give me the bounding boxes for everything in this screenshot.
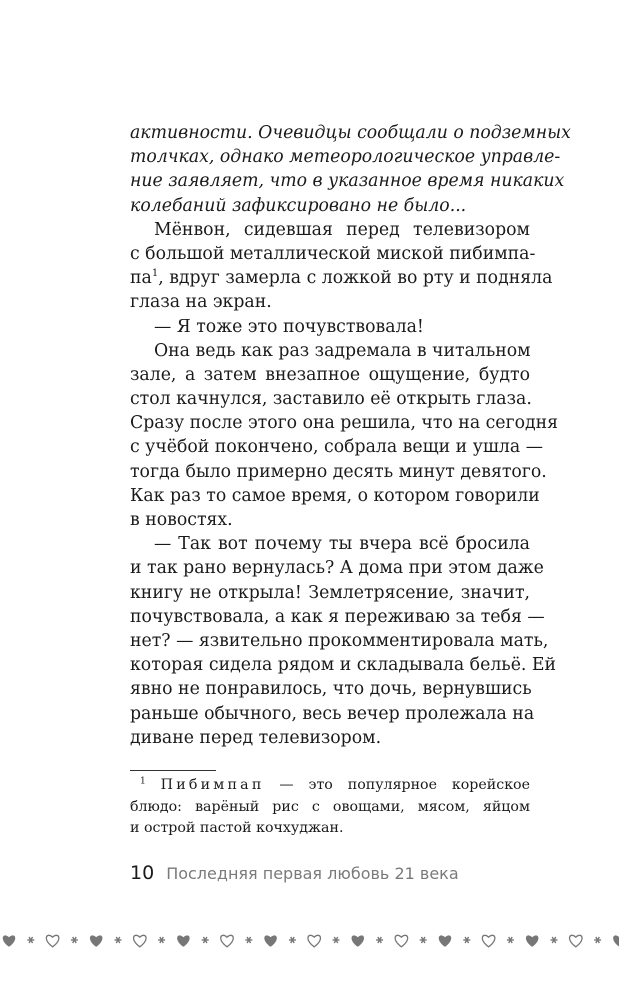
- text-line: стол качнулся, заставило её открыть глаза.: [130, 389, 532, 410]
- star-icon: [27, 937, 34, 943]
- heart-filled-icon: [264, 935, 277, 946]
- star-icon: [420, 937, 427, 943]
- footnote-number: 1: [140, 776, 146, 787]
- footnote-reference: 1: [151, 268, 159, 280]
- text-line: почувствовала, а как я переживаю за тебя —: [130, 606, 545, 627]
- heart-outline-icon: [482, 935, 495, 946]
- star-icon: [71, 937, 78, 943]
- text-fragment: па: [130, 268, 152, 289]
- text-line: Она ведь как раз задремала в читальном: [154, 340, 531, 361]
- star-icon: [289, 937, 296, 943]
- star-icon: [376, 937, 383, 943]
- page-footer: [130, 862, 459, 888]
- heart-filled-icon: [526, 935, 539, 946]
- text-line: тогда было примерно десять минут девятого.: [130, 461, 547, 482]
- heart-filled-icon: [352, 935, 365, 946]
- star-icon: [594, 937, 601, 943]
- star-icon: [333, 937, 340, 943]
- running-title: Последняя первая любовь 21 века: [166, 864, 459, 883]
- footnote-divider: [130, 770, 216, 771]
- text-line: колебаний зафиксировано не было...: [130, 195, 467, 216]
- footnote: [130, 775, 530, 840]
- heart-outline-icon: [308, 935, 321, 946]
- heart-filled-icon: [439, 935, 452, 946]
- heart-outline-icon: [221, 935, 234, 946]
- star-icon: [507, 937, 514, 943]
- text-line: — Так вот почему ты вчера всё бросила: [154, 534, 530, 555]
- text-line: нет? — язвительно прокомментировала мать,: [130, 630, 549, 651]
- heart-outline-icon: [46, 935, 59, 946]
- text-line: Сразу после этого она решила, что на сегодня: [130, 413, 559, 434]
- text-line: активности. Очевидцы сообщали о подземных: [130, 123, 571, 143]
- star-icon: [551, 937, 558, 943]
- star-icon: [115, 937, 122, 943]
- heart-filled-icon: [177, 935, 190, 946]
- star-icon: [245, 937, 252, 943]
- text-line: толчках, однако метеорологическое управле-: [130, 147, 561, 168]
- text-line: которая сидела рядом и складывала бельё. Ей: [130, 655, 557, 676]
- text-line: Как раз то самое время, о котором говорили: [130, 485, 540, 506]
- heart-outline-icon: [395, 935, 408, 946]
- heart-outline-icon: [570, 935, 583, 946]
- text-line: книгу не открыла! Землетрясение, значит,: [130, 582, 530, 603]
- ornament-border: [0, 925, 619, 955]
- star-icon: [158, 937, 165, 943]
- footnote-line: блюдо: варёный рис с овощами, мясом, яйцом: [130, 798, 530, 815]
- text-line: зале, а затем внезапное ощущение, будто: [130, 364, 530, 385]
- star-icon: [463, 937, 470, 943]
- text-line: — Я тоже это почувствовала!: [154, 316, 424, 337]
- text-line: явно не понравилось, что дочь, вернувшись: [130, 679, 532, 700]
- text-line: диване перед телевизором.: [130, 727, 382, 748]
- text-line: глаза на экран.: [130, 292, 272, 313]
- body-text: [130, 121, 571, 750]
- text-line: Мёнвон, сидевшая перед телевизором: [154, 219, 530, 240]
- footnote-term: Пибимпап: [160, 777, 265, 793]
- heart-outline-icon: [134, 935, 147, 946]
- text-line: раньше обычного, весь вечер пролежала на: [130, 703, 535, 724]
- footnote-text: — это популярное корейское: [264, 777, 530, 793]
- footnote-line: [130, 775, 530, 797]
- text-line: ние заявляет, что в указанное время никаких: [130, 171, 565, 192]
- heart-filled-icon: [90, 935, 103, 946]
- text-line: в новостях.: [130, 510, 233, 530]
- page-number: 10: [130, 862, 155, 884]
- text-fragment: , вдруг замерла с ложкой во рту и подняла: [158, 268, 553, 289]
- heart-filled-icon: [3, 935, 16, 946]
- text-line: и так рано вернулась? А дома при этом даже: [130, 558, 544, 579]
- text-line: с большой металлической миской пибимпа-: [130, 243, 536, 264]
- text-line: [130, 266, 553, 290]
- text-line: с учёбой покончено, собрала вещи и ушла —: [130, 437, 543, 458]
- star-icon: [202, 937, 209, 943]
- heart-filled-icon: [613, 935, 619, 946]
- footnote-line: и острой пастой кочхуджан.: [130, 820, 344, 836]
